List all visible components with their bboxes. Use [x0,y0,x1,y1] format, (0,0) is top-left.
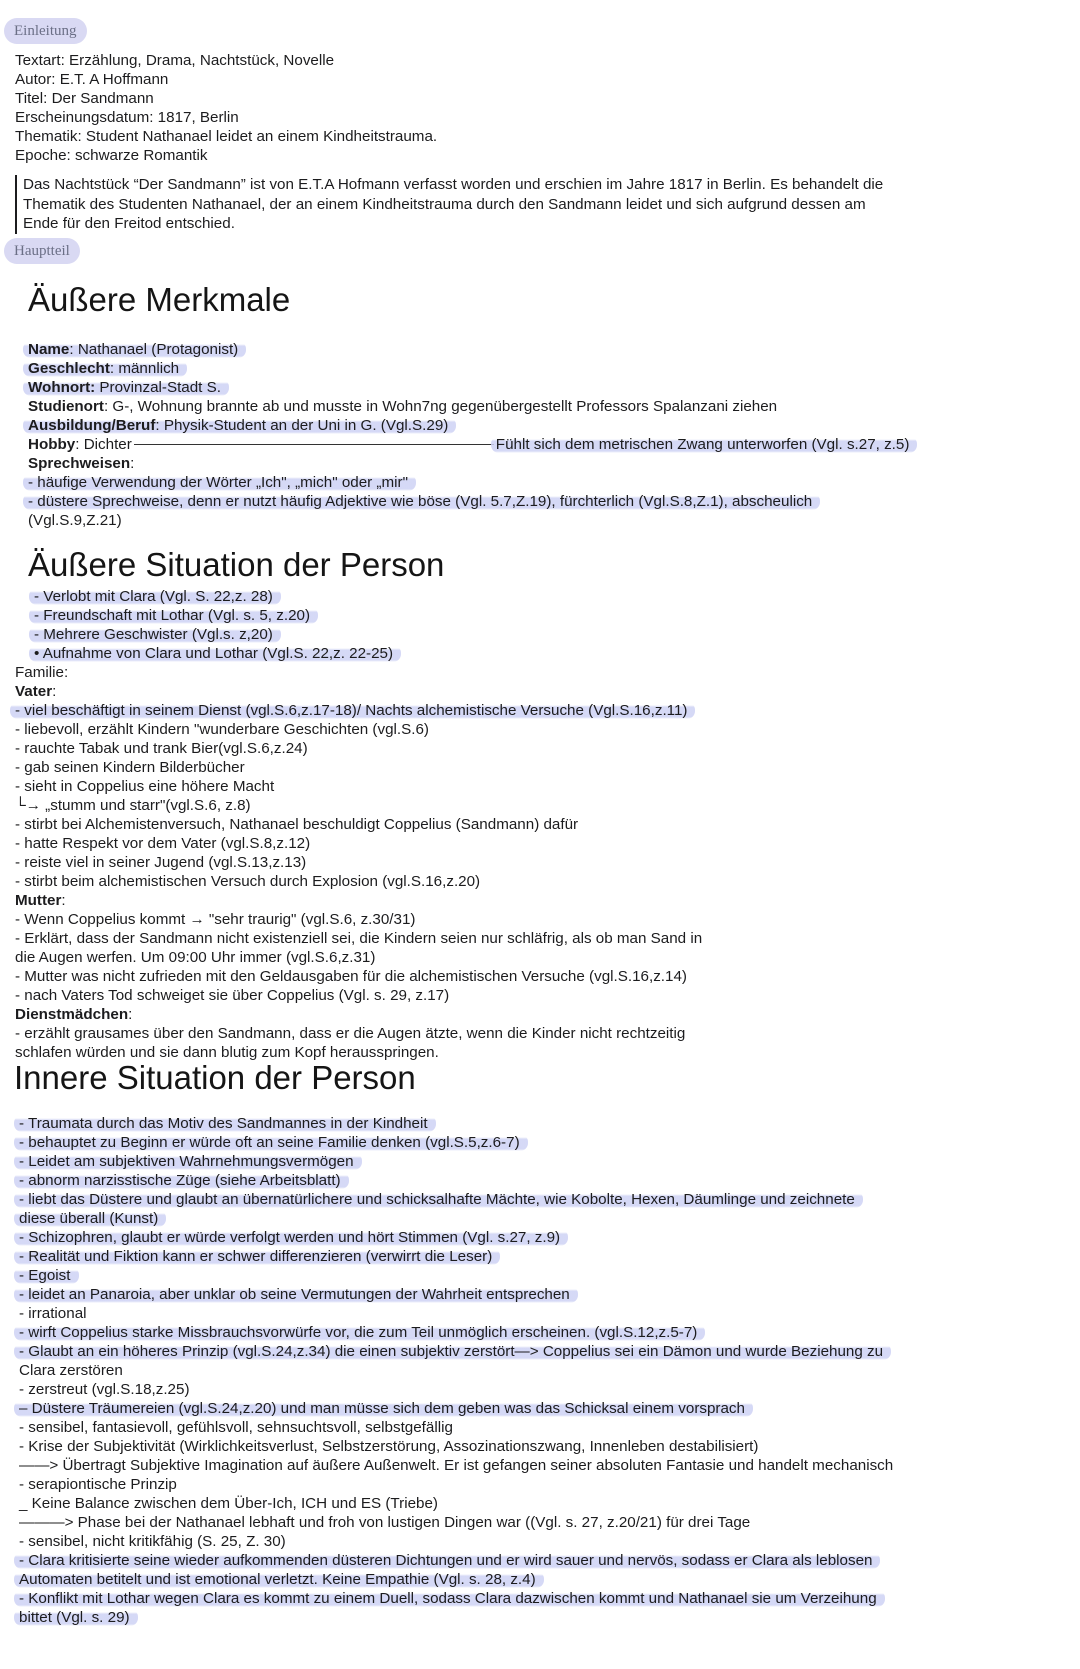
sprechweise-line [28,492,820,512]
summary-block [15,175,973,234]
connector-line [134,444,494,445]
familie-label: Familie: [15,664,69,681]
situation-item [34,606,318,626]
innere-line [19,1342,891,1362]
merkmal-sprechweisen: Sprechweisen: [28,455,135,472]
mutter-line: - nach Vaters Tod schweiget sie über Coppelius (Vgl. s. 29, z.17) [15,987,450,1004]
innere-line [19,1133,528,1153]
innere-text: - Egoist [14,1267,79,1284]
sprechweise-text: - düstere Sprechweise, denn er nutzt häufig Adjektive wie böse (Vgl. 5.7,Z.19), fürchterlich (Vgl.S.8,Z.1), abscheulich [23,493,820,510]
situation-text: - Freundschaft mit Lothar (Vgl. s. 5, z.20) [29,607,318,624]
info-titel: Titel: Der Sandmann [15,90,154,107]
innere-line: _ Keine Balance zwischen dem Über-Ich, ICH und ES (Triebe) [19,1495,438,1512]
merkmal-studienort [28,397,777,417]
merkmal-beruf [28,416,456,436]
sprechweise-line [28,473,416,493]
vater-line: - sieht in Coppelius eine höhere Macht [15,778,275,795]
innere-text: - Konflikt mit Lothar wegen Clara es kommt zu einem Duell, sodass Clara dazwischen kommt und Nathanael sie um Verzeihung [14,1590,885,1607]
innere-text: diese überall (Kunst) [14,1210,166,1227]
merkmal-geschlecht [28,359,187,379]
situation-text: • Aufnahme von Clara und Lothar (Vgl.S. 22,z. 22-25) [29,645,401,662]
innere-line: - sensibel, nicht kritikfähig (S. 25, Z. 30) [19,1533,286,1550]
innere-line: Clara zerstören [19,1362,123,1379]
vater-line: - rauchte Tabak und trank Bier(vgl.S.6,z.24) [15,740,308,757]
innere-line [19,1209,166,1229]
vater-line: - reiste viel in seiner Jugend (vgl.S.13,z.13) [15,854,307,871]
innere-line [19,1551,880,1571]
merkmal-label: Wohnort: [28,379,96,396]
summary-line: Thematik des Studenten Nathanael, der an einem Kindheitstrauma durch den Sandmann leidet und sich aufgrund dessen am [23,195,866,213]
innere-line [19,1152,362,1172]
innere-line [19,1589,885,1609]
innere-line [19,1608,138,1628]
merkmal-label: Ausbildung/Beruf [28,417,156,434]
vater-line: - hatte Respekt vor dem Vater (vgl.S.8,z.12) [15,835,311,852]
vater-line [15,701,695,721]
info-textart: Textart: Erzählung, Drama, Nachtstück, Novelle [15,52,335,69]
summary-line: Ende für den Freitod entschied. [23,215,235,232]
mutter-line: - Erklärt, dass der Sandmann nicht existenziell sei, die Kindern seien nur schläfrig, als ob man Sand in [15,930,703,947]
innere-line [19,1228,568,1248]
innere-line [19,1171,349,1191]
innere-line [19,1399,753,1419]
vater-line: └→ „stumm und starr"(vgl.S.6, z.8) [15,797,251,814]
summary-line: Das Nachtstück “Der Sandmann” ist von E.T.A Hofmann verfasst worden und erschien im Jahre 1817 in Berlin. Es behandelt die [23,176,884,193]
innere-line [19,1247,500,1267]
merkmal-value: : G-, Wohnung brannte ab und musste in Wohn7ng gegenübergestellt Professors Spalanzani ziehen [103,398,778,415]
sprechweise-text: - häufige Verwendung der Wörter „Ich", „mich" oder „mir" [23,474,416,491]
innere-text: - Schizophren, glaubt er würde verfolgt werden und hört Stimmen (Vgl. s.27, z.9) [14,1229,568,1246]
merkmal-label: Geschlecht [28,360,110,377]
innere-text: - wirft Coppelius starke Missbrauchsvorwürfe vor, die zum Teil unmöglich erscheinen. (vgl.S.12,z.5-7) [14,1324,705,1341]
merkmal-name [28,340,246,360]
vater-line: - stirbt beim alchemistischen Versuch durch Explosion (vgl.S.16,z.20) [15,873,481,890]
innere-text: - behauptet zu Beginn er würde oft an seine Familie denken (vgl.S.5,z.6-7) [14,1134,528,1151]
hobby-note: Fühlt sich dem metrischen Zwang unterworfen (Vgl. s.27, z.5) [491,436,918,453]
dienst-line: - erzählt grausames über den Sandmann, dass er die Augen ätzte, wenn die Kinder nicht rechtzeitig [15,1025,686,1042]
mutter-line: - Mutter was nicht zufrieden mit den Geldausgaben für die alchemistischen Versuche (vgl.S.16,z.14) [15,968,687,985]
section-label-einleitung: Einleitung [4,18,87,44]
innere-text: – Düstere Träumereien (vgl.S.24,z.20) und man müsse sich dem geben was das Schicksal einem vorsprach [14,1400,753,1417]
merkmal-value: Provinzal-Stadt S. [95,379,221,396]
vater-line: - stirbt bei Alchemistenversuch, Nathanael beschuldigt Coppelius (Sandmann) dafür [15,816,579,833]
innere-line: ———> Phase bei der Nathanael lebhaft und froh von lustigen Dingen war ((Vgl. s. 27, z.20/21) für drei Tage [19,1514,751,1531]
merkmal-label: Studienort [28,398,104,415]
innere-line [19,1285,578,1305]
innere-text: - Clara kritisierte seine wieder aufkommenden düsteren Dichtungen und er wird sauer und nervös, sodass er Clara als leblosen [14,1552,880,1569]
innere-text: bittet (Vgl. s. 29) [14,1609,138,1626]
sprechweise-line: (Vgl.S.9,Z.21) [28,512,122,529]
info-epoche: Epoche: schwarze Romantik [15,147,208,164]
mutter-label-text: Mutter [15,892,62,909]
dienst-label: Dienstmädchen: [15,1006,133,1023]
innere-line: - zerstreut (vgl.S.18,z.25) [19,1381,190,1398]
vater-line: - gab seinen Kindern Bilderbücher [15,759,245,776]
situation-text: - Verlobt mit Clara (Vgl. S. 22,z. 28) [29,588,281,605]
innere-text: - abnorm narzisstische Züge (siehe Arbeitsblatt) [14,1172,349,1189]
heading-innere-situation: Innere Situation der Person [14,1059,416,1096]
merkmal-label: Hobby [28,436,76,453]
situation-item [34,587,281,607]
innere-text: - Leidet am subjektiven Wahrnehmungsvermögen [14,1153,362,1170]
section-label-hauptteil: Hauptteil [4,238,80,264]
merkmal-value: : männlich [109,360,180,377]
merkmal-label: Sprechweisen [28,455,131,472]
heading-aeussere-merkmale: Äußere Merkmale [28,281,291,318]
innere-text: Automaten betitelt und ist emotional verletzt. Keine Empathie (Vgl. s. 28, z.4) [14,1571,544,1588]
innere-line: - serapiontische Prinzip [19,1476,177,1493]
innere-line [19,1266,79,1286]
innere-text: - leidet an Panaroia, aber unklar ob seine Vermutungen der Wahrheit entsprechen [14,1286,578,1303]
merkmal-label: Name [28,341,70,358]
mutter-label: Mutter: [15,892,66,909]
vater-label: Vater: [15,683,57,700]
innere-line [19,1570,544,1590]
vater-line: - liebevoll, erzählt Kindern "wunderbare Geschichten (vgl.S.6) [15,721,429,738]
situation-item [34,644,401,664]
innere-text: - Glaubt an ein höheres Prinzip (vgl.S.24,z.34) die einen subjektiv zerstört—> Coppelius sei ein Dämon und wurde Beziehung zu [14,1343,891,1360]
innere-line: - sensibel, fantasievoll, gefühlsvoll, sehnsuchtsvoll, selbstgefällig [19,1419,453,1436]
innere-line: - irrational [19,1305,87,1322]
dienst-label-text: Dienstmädchen [15,1006,129,1023]
merkmal-wohnort [28,378,229,398]
situation-text: - Mehrere Geschwister (Vgl.s. z,20) [29,626,281,643]
heading-aeussere-situation: Äußere Situation der Person [28,546,445,583]
innere-line [19,1323,705,1343]
innere-text: - Realität und Fiktion kann er schwer differenzieren (verwirrt die Leser) [14,1248,500,1265]
dienst-line: schlafen würden und sie dann blutig zum Kopf herausspringen. [15,1044,439,1061]
info-autor: Autor: E.T. A Hoffmann [15,71,169,88]
innere-text: - Traumata durch das Motiv des Sandmannes in der Kindheit [14,1115,436,1132]
vater-label-text: Vater [15,683,53,700]
innere-line: - Krise der Subjektivität (Wirklichkeitsverlust, Selbstzerstörung, Assozinationszwang, Innenleben destabilisiert) [19,1438,759,1455]
merkmal-value: : Dichter [75,436,132,453]
situation-item [34,625,281,645]
vater-text: - viel beschäftigt in seinem Dienst (vgl.S.6,z.17-18)/ Nachts alchemistische Versuche (Vgl.S.16,z.11) [10,702,695,719]
mutter-line: die Augen werfen. Um 09:00 Uhr immer (vgl.S.6,z.31) [15,949,376,966]
merkmal-hobby [28,435,917,455]
innere-line: ——> Übertragt Subjektive Imagination auf äußere Außenwelt. Er ist gefangen seiner absoluten Fantasie und handelt mechanisch [19,1457,894,1474]
innere-line [19,1114,436,1134]
mutter-line: - Wenn Coppelius kommt → "sehr traurig" (vgl.S.6, z.30/31) [15,911,416,928]
merkmal-value: : Nathanael (Protagonist) [69,341,239,358]
info-datum: Erscheinungsdatum: 1817, Berlin [15,109,239,126]
merkmal-value: : Physik-Student an der Uni in G. (Vgl.S.29) [155,417,449,434]
info-thematik: Thematik: Student Nathanael leidet an einem Kindheitstrauma. [15,128,438,145]
innere-text: - liebt das Düstere und glaubt an übernatürlichere und schicksalhafte Mächte, wie Kobolte, Hexen, Däumlinge und zeichnete [14,1191,863,1208]
innere-line [19,1190,863,1210]
